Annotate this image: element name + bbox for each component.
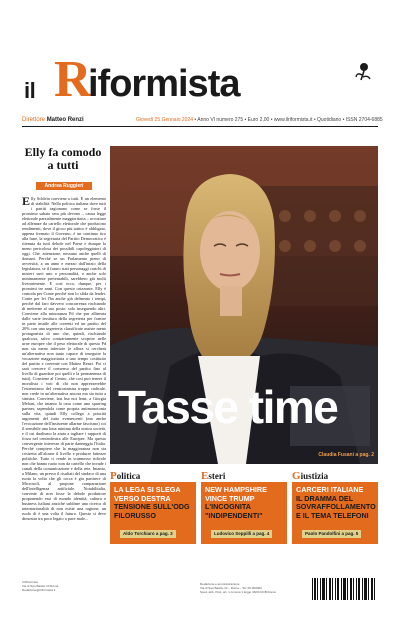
logo-il: il [24,78,36,103]
editorial-title: Elly fa comodo a tutti [24,145,102,172]
section-label: Giustizia [292,470,329,482]
section-tail: L'INCOGNITA "INDIPENDENTI" [205,502,263,520]
footer-info-mid: Redazione e amministrazione Via di San Basilio 10 – Roma – Tel: 06 000000 Sped. abb. Post. art. 1 comma 1 legge 46/04 DCB Roma [200,582,276,594]
section-esteri [201,470,287,570]
section-label: Esteri [201,470,226,482]
section-tail: IL DRAMMA DEL SOVRAFFOLLAMENTO E IL TEMA TELEFONI [296,493,376,520]
edition-line [136,117,383,123]
section-lead: NEW HAMPSHIRE VINCE TRUMP [205,485,267,503]
cover-headline: Tasse time [118,381,338,433]
cover-credit: Claudia Fusani a pag. 2 [318,452,374,458]
editorial-text: lly Schlein conviene a tutti. E un elemento di stabilità. Nella politica italiana dove tutti i partiti ragionano come se fosse il prossimo sabato sera più devono – causa legge elettorale parzialmente maggioritaria – accoziare ad alleanze da cartello elettorale che producono rendimenti, dove il gioco più tattico è obbligato, appena formato il Governo, è un continuo tiro alla fune, la segretaria del Partito Democratico è ritenuta da tutti debole nel Paese e dunque la meno pericolosa dei possibili capoleggiatori di oggi. Che, attenzione, nessuno anche quelli di domani. Perché se un Parlamento pieno di avversità, a un anno e mezzo dall'inizio della legislatura, se il futuro stati personaggi carichi di misteri suoi uno o personalità, o anche solo minimamente presentabili, sarebbero già molti liverarimente. E così ecco, dunque, per i prossimi tre anni. Con questo orizzonte, Elly è comoda per Conte perché non lo sfida da leader. Conte per lei l'ha anche già delineato i tempi, perché dal faro davvero concorrenza rischiando di metterne al suo posto: solo inseguendo altri. Conviene alla minoranza Pd che pur allineata dalle varie tessitura della segreteria per fornire in parte inutile alle correnti ed un partito del 20% con una segreteria classificate assiste meno protagonista di uno che, quindi, rischiando qualcosa, salvo contrariamente scoprire nelle urne europee che il peso elettorale di questo Pd non sia meno inferiore (e allora si cercherà un'alternativa non tanto capace di inseguire la vocazione maggioritaria a uno tempo costituito del partito e coerente con Matteo Renzi. Poi ci sarà crescere il consenso del partito fino al livello di guardare poi quelli e la permanenza di tutti). Conviene al Centro, che così può tenere il moralista i voti di chi non apprezzerebbe l'estremismo del centrosinistra troppo radicale, non crede in un'alternativa ancora ma sta tutta a sinistra. Conviene, last but not least, a Giorgia Meloni, che intanto la ossa come uno sparring partner, sapendola come propria antimonotonia sulla vita, quindi Elly collega a priorità argomenti del tutto evanescenti (ma anche l'evocazione dell'insistente allarme fascismo) coi il sensibile una lotta minima della nostra società, e il cui dualismo la aiuta a tagliare i rapporti di forza nel centrodestra alle Europee. Ma questo convergente interesse di parte danneggia l'Italia. Perché compiere che la maggioranza non sia costretta all'alcune il livello e produrre fattezze politiche. Tutto ci rende in scannosso ridicole non che hanno ruoto non da cartello che invade i canali della comunicazione e della rete. Intanto, a Milano, un presso il risultati del sindaco di una ruota la volta che gli tocca è gia partirere di Microsoft, al propone comparazione dell'intelligenza artificiale. Notabilitalia, convinte di non fosse la debole produttore proponendo essi di mondo identità, cultura e business italiani anziché sublime una ricerca di internazionalità di non esiste una ragione, un ruolo di è una volta il futuro. Questo si deve dimostra tra poco legato a pace male... [22,196,106,521]
logo-wordmark: iformista [88,63,240,105]
barcode-icon [310,576,378,606]
section-lead: CARCERI ITALIANE [296,485,364,494]
rose-logo-icon [352,60,374,82]
section-lead: LA LEGA SI SLEGA VERSO DESTRA [114,485,181,503]
editorial-author-tag: Andrea Ruggieri [36,182,92,190]
section-tail: TENSIONE SULL'ODG FILORUSSO [114,502,190,520]
logo-r-letter: R [54,51,92,108]
section-author-tag: Ludovico Seppilli a pag. 4 [211,530,272,538]
masthead-divider [22,126,378,127]
section-label: Politica [110,470,141,482]
section-giustizia [292,470,378,570]
director-name: Matteo Renzi [46,117,84,123]
masthead [22,52,378,114]
editorial-body [22,196,106,582]
editorial-dropcap: E [22,196,31,208]
director-label: Direttore [22,117,46,123]
section-author-tag: Aldo Torchiaro a pag. 3 [120,530,176,538]
director-line [22,117,84,123]
edition-info: • Anno VI numero 275 • Euro 2,00 • www.ilriformista.it • Quotidiano • ISSN 2704-6885 [193,117,383,123]
issue-date: Giovedì 25 Gennaio 2024 [136,117,193,123]
section-politica [110,470,196,570]
footer-info-left: Il Riformista Via di San Basilio 10 Roma Redazione@ilriformista.it [22,580,59,592]
section-author-tag: Paolo Pandolfini a pag. 5 [302,530,361,538]
